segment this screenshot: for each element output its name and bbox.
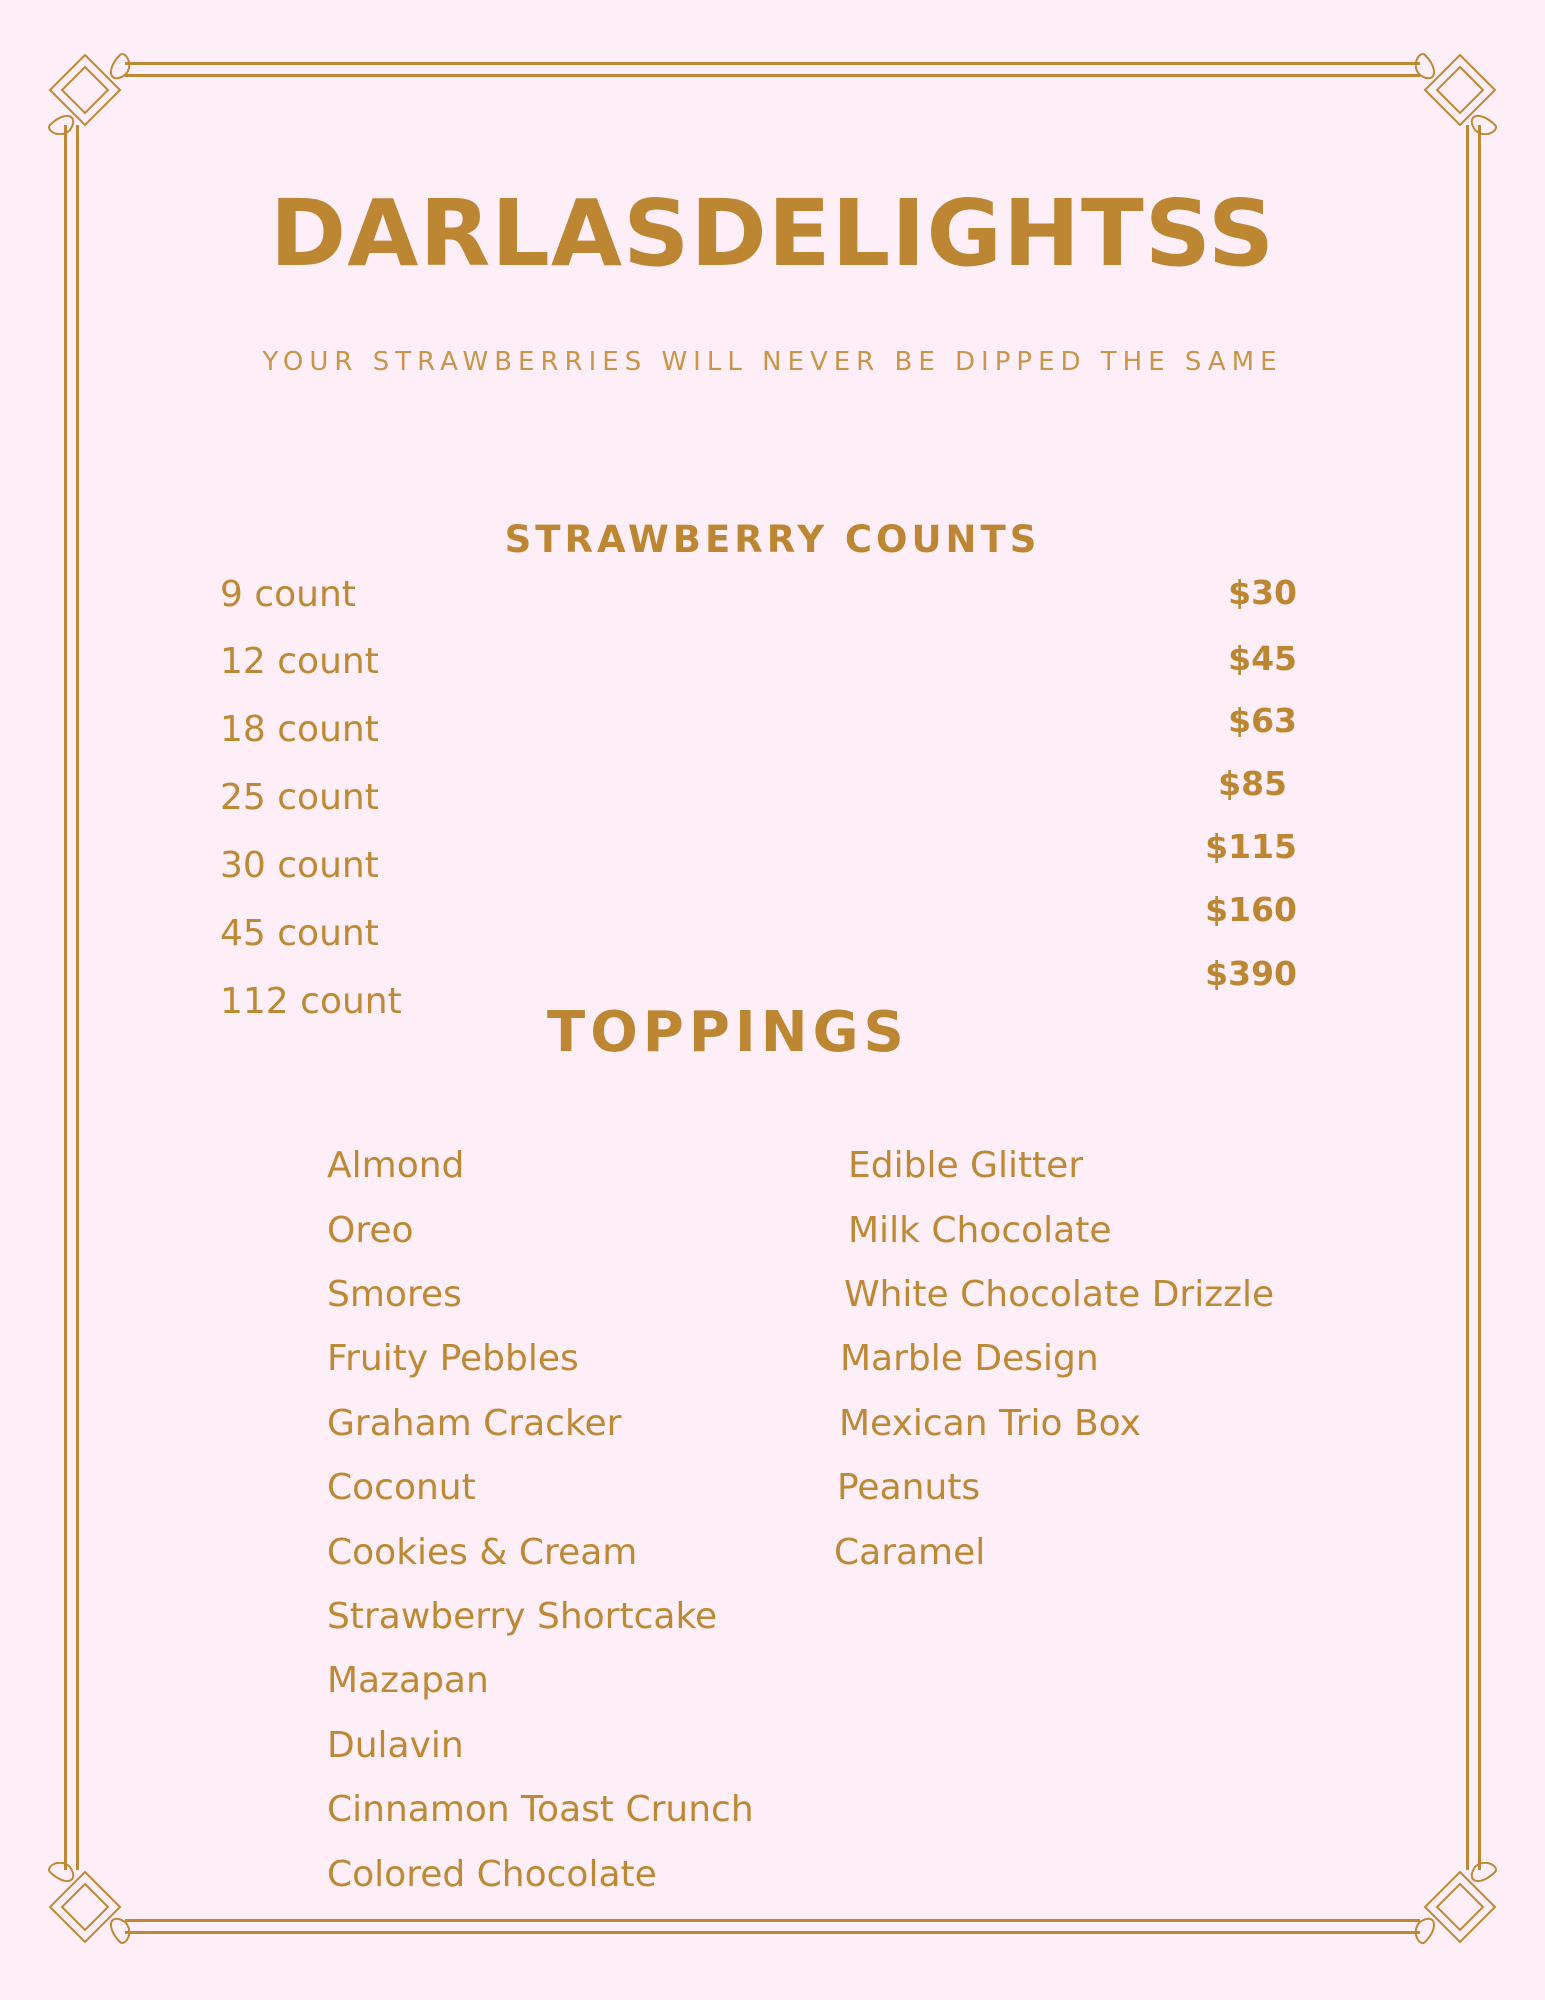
brand-title: DARLASDELIGHTSS	[269, 180, 1276, 287]
frame-bottom-outer	[125, 1931, 1420, 1934]
topping-item: Mazapan	[327, 1660, 489, 1701]
count-price: $45	[1228, 639, 1297, 678]
topping-item: Cookies & Cream	[327, 1532, 638, 1573]
count-label: 12 count	[220, 641, 379, 682]
toppings-heading: TOPPINGS	[547, 1000, 909, 1065]
topping-item: Graham Cracker	[327, 1403, 622, 1444]
topping-item: Dulavin	[327, 1725, 464, 1766]
count-label: 30 count	[220, 845, 379, 886]
frame-bottom-inner	[125, 1919, 1420, 1922]
count-label: 112 count	[220, 981, 402, 1022]
count-price: $63	[1228, 701, 1297, 740]
topping-item: Marble Design	[840, 1338, 1099, 1379]
count-label: 18 count	[220, 709, 379, 750]
topping-item: White Chocolate Drizzle	[844, 1274, 1275, 1315]
corner-ornament-bottom-right-icon	[1415, 1862, 1505, 1952]
frame-right-outer	[1478, 125, 1481, 1870]
corner-ornament-top-right-icon	[1415, 45, 1505, 135]
frame-top-outer	[125, 62, 1420, 65]
topping-item: Peanuts	[837, 1467, 981, 1508]
topping-item: Mexican Trio Box	[839, 1403, 1141, 1444]
count-price: $30	[1228, 573, 1297, 612]
topping-item: Smores	[327, 1274, 462, 1315]
corner-ornament-bottom-left-icon	[40, 1862, 130, 1952]
topping-item: Cinnamon Toast Crunch	[327, 1789, 754, 1830]
count-label: 45 count	[220, 913, 379, 954]
corner-ornament-top-left-icon	[40, 45, 130, 135]
topping-item: Caramel	[834, 1532, 986, 1573]
frame-left-inner	[76, 125, 79, 1870]
frame-right-inner	[1466, 125, 1469, 1870]
count-price: $390	[1205, 954, 1297, 993]
frame-left-outer	[64, 125, 67, 1870]
topping-item: Edible Glitter	[848, 1145, 1084, 1186]
strawberry-counts-heading: STRAWBERRY COUNTS	[504, 518, 1041, 561]
topping-item: Almond	[327, 1145, 465, 1186]
topping-item: Milk Chocolate	[848, 1210, 1112, 1251]
topping-item: Fruity Pebbles	[327, 1338, 579, 1379]
topping-item: Colored Chocolate	[327, 1854, 657, 1895]
count-label: 25 count	[220, 777, 379, 818]
count-price: $85	[1218, 764, 1287, 803]
topping-item: Coconut	[327, 1467, 476, 1508]
topping-item: Oreo	[327, 1210, 414, 1251]
topping-item: Strawberry Shortcake	[327, 1596, 718, 1637]
count-price: $160	[1205, 890, 1297, 929]
frame-top-inner	[125, 74, 1420, 77]
tagline: YOUR STRAWBERRIES WILL NEVER BE DIPPED THE SAME	[262, 347, 1283, 377]
count-label: 9 count	[220, 574, 356, 615]
count-price: $115	[1205, 827, 1297, 866]
